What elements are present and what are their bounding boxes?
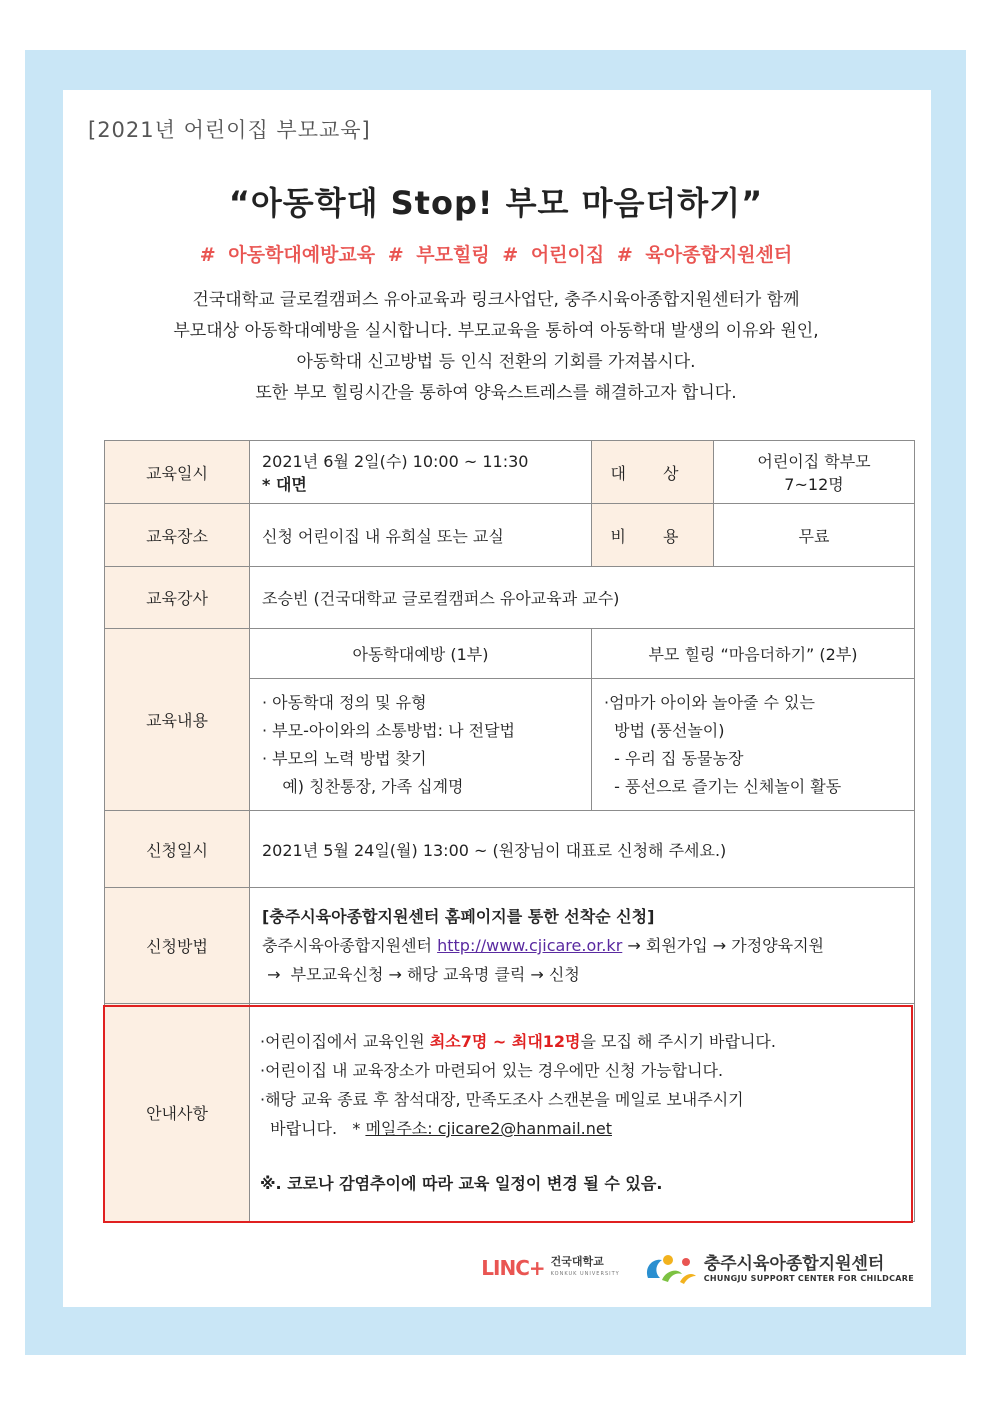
part2-title: 부모 힐링 “마음더하기” (2부) (592, 629, 915, 679)
table-row (105, 629, 915, 679)
list-item: ·엄마가 아이와 놀아줄 수 있는 (604, 692, 815, 712)
notice-highlight: 최소7명 ~ 최대12명 (429, 1032, 581, 1051)
corona-notice: ※. 코로나 감염추이에 따라 교육 일정이 변경 될 수 있음. (260, 1174, 663, 1193)
target-value: 어린이집 학부모 (757, 452, 871, 471)
list-item: · 부모-아이와의 소통방법: 나 전달법 (262, 720, 515, 740)
date-note: * 대면 (262, 475, 307, 494)
footer-logos (481, 1250, 914, 1286)
table-row (105, 504, 915, 567)
notice-text: 을 모집 해 주시기 바랍니다. (580, 1032, 776, 1051)
apply-method-line (262, 931, 902, 960)
table-row (105, 567, 915, 629)
date-label: 교육일시 (105, 441, 250, 504)
part1-title: 아동학대예방 (1부) (250, 629, 592, 679)
part1-list (262, 689, 579, 801)
document-tag: [2021년 어린이집 부모교육] (88, 118, 371, 142)
table-row (105, 888, 915, 1004)
apply-date-label: 신청일시 (105, 811, 250, 888)
target-cell (714, 441, 915, 504)
cost-value: 무료 (714, 504, 915, 567)
apply-method-cell (250, 888, 915, 1004)
apply-method-label: 신청방법 (105, 888, 250, 1004)
list-item: - 풍선으로 즐기는 신체놀이 활동 (604, 776, 842, 796)
part1-cell (250, 679, 592, 811)
notice-text: 바랍니다. * (260, 1119, 366, 1138)
konkuk-logo (551, 1256, 620, 1280)
part2-list (604, 689, 902, 801)
notice-line (260, 1027, 902, 1056)
place-value: 신청 어린이집 내 유희실 또는 교실 (250, 504, 592, 567)
list-item: · 아동학대 정의 및 유형 (262, 692, 427, 712)
center-emblem-icon (642, 1250, 698, 1286)
center-text (704, 1254, 914, 1283)
list-item: · 부모의 노력 방법 찾기 (262, 748, 427, 768)
email-address[interactable]: 메일주소: cjicare2@hanmail.net (365, 1119, 612, 1138)
place-label: 교육장소 (105, 504, 250, 567)
content-label: 교육내용 (105, 629, 250, 811)
linc-logo (481, 1256, 619, 1280)
cost-label: 비 용 (592, 504, 714, 567)
table-row (105, 1004, 915, 1222)
apply-method-title: [충주시육아종합지원센터 홈페이지를 통한 선착순 신청] (262, 907, 655, 926)
intro-line: 건국대학교 글로컬캠퍼스 유아교육과 링크사업단, 충주시육아종합지원센터가 함께 (192, 290, 800, 310)
table-row (105, 811, 915, 888)
hashtags: # 아동학대예방교육 # 부모힐링 # 어린이집 # 육아종합지원센터 (199, 244, 793, 266)
page-title: “아동학대 Stop! 부모 마음더하기” (228, 184, 764, 222)
apply-date-value: 2021년 5월 24일(월) 13:00 ~ (원장님이 대표로 신청해 주세요.) (250, 811, 915, 888)
apply-method-prefix: 충주시육아종합지원센터 (262, 936, 438, 955)
konkuk-en: KONKUK UNIVERSITY (550, 1271, 620, 1277)
intro-line: 또한 부모 힐링시간을 통하여 양육스트레스를 해결하고자 합니다. (255, 383, 737, 403)
apply-method-suffix: → 회원가입 → 가정양육지원 (622, 936, 824, 955)
konkuk-name: 건국대학교 (550, 1255, 604, 1268)
linc-mark: LINC+ (481, 1256, 545, 1280)
date-cell (250, 441, 592, 504)
center-en: CHUNGJU SUPPORT CENTER FOR CHILDCARE (703, 1273, 914, 1283)
notice-line (260, 1114, 902, 1143)
notice-line: ·해당 교육 종료 후 참석대장, 만족도조사 스캔본을 메일로 보내주시기 (260, 1090, 744, 1109)
lecturer-label: 교육강사 (105, 567, 250, 629)
notice-text: ·어린이집에서 교육인원 (260, 1032, 430, 1051)
target-count: 7~12명 (784, 475, 844, 494)
notice-line: ·어린이집 내 교육장소가 마련되어 있는 경우에만 신청 가능합니다. (260, 1061, 724, 1080)
intro-paragraph (80, 285, 912, 409)
intro-line: 부모대상 아동학대예방을 실시합니다. 부모교육을 통하여 아동학대 발생의 이유와 원인, (173, 321, 819, 341)
part2-cell (592, 679, 915, 811)
info-table (104, 440, 915, 1222)
notice-label: 안내사항 (105, 1004, 250, 1222)
list-item: 예) 칭찬통장, 가족 십계명 (262, 776, 464, 796)
target-label: 대 상 (592, 441, 714, 504)
date-value: 2021년 6월 2일(수) 10:00 ~ 11:30 (262, 452, 529, 471)
center-logo (642, 1250, 914, 1286)
lecturer-value: 조승빈 (건국대학교 글로컬캠퍼스 유아교육과 교수) (250, 567, 915, 629)
apply-method-line3: → 부모교육신청 → 해당 교육명 클릭 → 신청 (262, 965, 580, 984)
intro-line: 아동학대 신고방법 등 인식 전환의 기회를 가져봅시다. (296, 352, 696, 372)
center-name: 충주시육아종합지원센터 (703, 1253, 885, 1274)
homepage-link[interactable]: http://www.cjicare.or.kr (437, 936, 623, 955)
list-item: 방법 (풍선놀이) (604, 720, 725, 740)
table-row (105, 441, 915, 504)
notice-cell (250, 1004, 915, 1222)
list-item: - 우리 집 동물농장 (604, 748, 744, 768)
